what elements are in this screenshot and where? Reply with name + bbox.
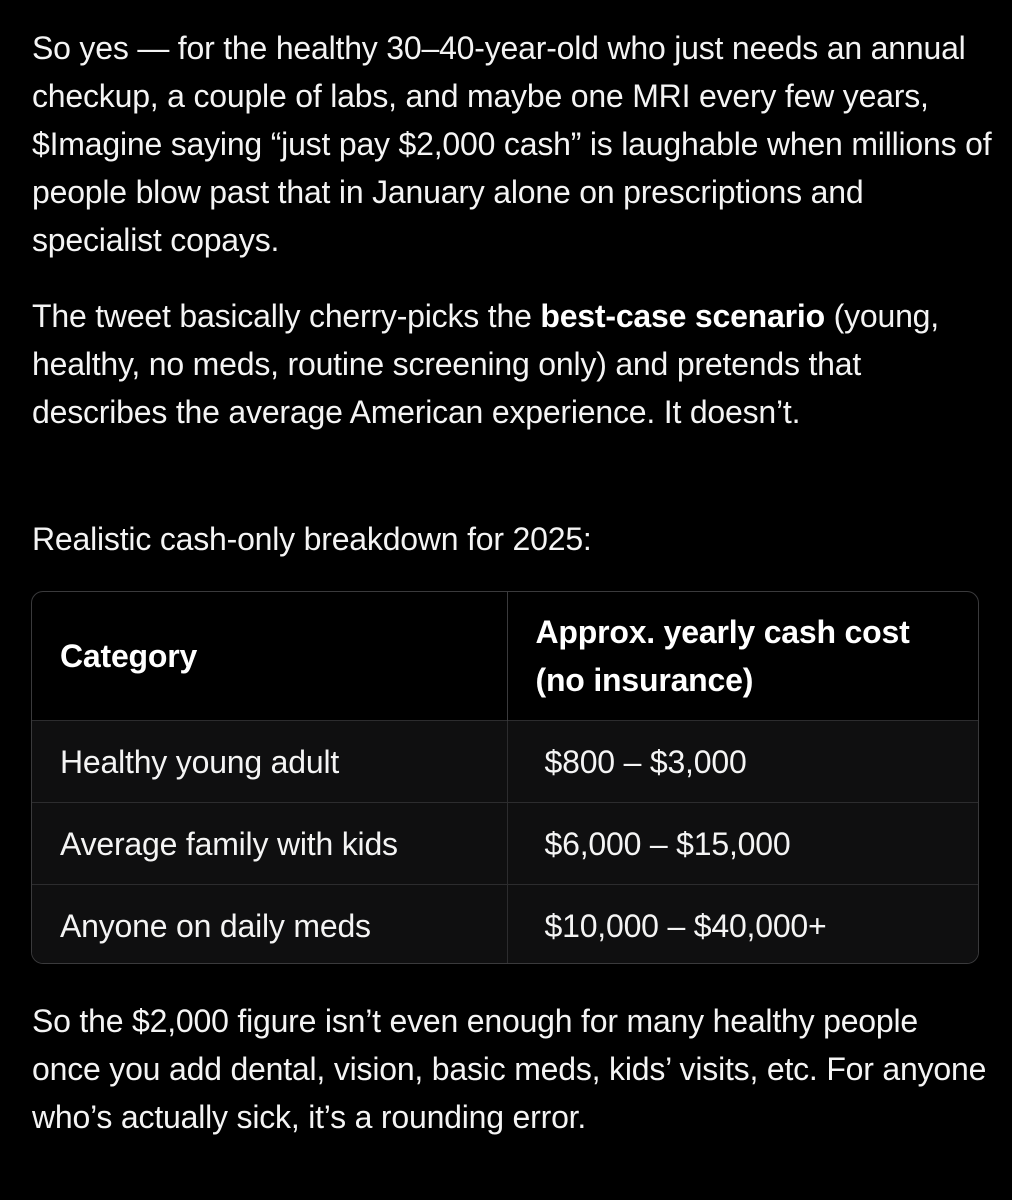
- paragraph-text: (young, healthy, no meds, routine screening only) and pretends that describes the average American experience. It doesn’t.: [32, 298, 939, 430]
- table-cell-category: Average family with kids: [32, 803, 507, 885]
- column-header-cost: Approx. yearly cash cost (no insurance): [507, 592, 979, 721]
- paragraph-conclusion: So the $2,000 figure isn’t even enough for many healthy people once you add dental, vision, basic meds, kids’ visits, etc. For anyone who’s actually sick, it’s a rounding error.: [32, 1003, 987, 1135]
- table-intro-text: Realistic cash-only breakdown for 2025:: [32, 521, 592, 557]
- table-cell-category: Anyone on daily meds: [32, 885, 507, 965]
- table-cell-cost: $800 – $3,000: [507, 721, 979, 803]
- table-row: [32, 885, 979, 965]
- table-row: [32, 721, 979, 803]
- bold-emphasis: best-case scenario: [540, 298, 825, 334]
- table-header-row: [32, 592, 979, 721]
- paragraph-tweet-critique: [32, 292, 992, 436]
- column-header-category: Category: [60, 638, 198, 674]
- table-row: [32, 803, 979, 885]
- table-cell-cost: $6,000 – $15,000: [507, 803, 979, 885]
- paragraph-intro: So yes — for the healthy 30–40-year-old who just needs an annual checkup, a couple of labs, and maybe one MRI every few years, $Imagine saying “just pay $2,000 cash” is laughable when millions of people blow past that in January alone on prescriptions and specialist copays.: [32, 30, 992, 258]
- cost-breakdown-table: [31, 591, 979, 964]
- table-cell-cost: $10,000 – $40,000+: [507, 885, 979, 965]
- table-cell-category: Healthy young adult: [32, 721, 507, 803]
- paragraph-text: The tweet basically cherry-picks the: [32, 298, 541, 334]
